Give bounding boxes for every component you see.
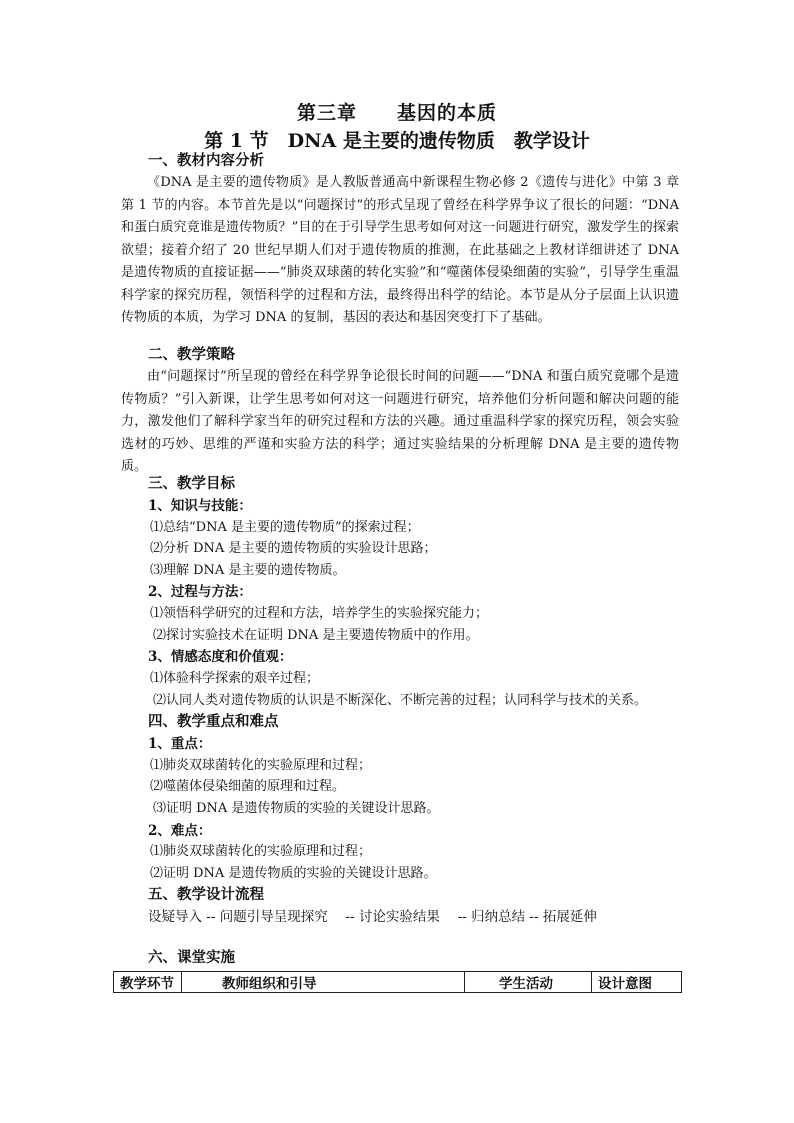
chapter-title: 第三章 基因的本质 <box>296 102 497 124</box>
list-item: ⑶证明 DNA 是遗传物质的实验的关键设计思路。 <box>153 801 440 816</box>
list-item: ⑴领悟科学研究的过程和方法，培养学生的实验探究能力； <box>150 606 489 621</box>
list-item: ⑶理解 DNA 是主要的遗传物质。 <box>150 563 346 578</box>
list-item: ⑵认同人类对遗传物质的认识是不断深化、不断完善的过程；认同科学与技术的关系。 <box>153 693 648 708</box>
col-header-stage: 教学环节 <box>114 972 182 993</box>
heading-design-flow: 五、教学设计流程 <box>148 886 264 903</box>
heading-textbook-analysis: 一、教材内容分析 <box>148 152 264 169</box>
heading-teaching-strategy: 二、教学策略 <box>148 346 235 363</box>
heading-key-points: 四、教学重点和难点 <box>148 713 279 730</box>
lesson-plan-table <box>113 971 682 993</box>
list-item: ⑴总结“DNA 是主要的遗传物质”的探索过程； <box>150 520 420 535</box>
key-points-title: 1、重点： <box>148 736 212 752</box>
goal-group-process: 2、过程与方法： <box>148 584 252 600</box>
section-title: 第 1 节 DNA 是主要的遗传物质 教学设计 <box>204 130 590 152</box>
col-header-design-intent: 设计意图 <box>592 972 682 993</box>
col-header-student-activity: 学生活动 <box>465 972 592 993</box>
list-item: ⑵探讨实验技术在证明 DNA 是主要遗传物质中的作用。 <box>153 628 479 643</box>
difficult-points-title: 2、难点： <box>148 823 212 839</box>
list-item: ⑴肺炎双球菌转化的实验原理和过程； <box>150 758 372 773</box>
paragraph-textbook-analysis: 《DNA 是主要的遗传物质》是人教版普通高中新课程生物必修 2《遗传与进化》中第 3 章第 1 节的内容。本节首先是以“问题探讨”的形式呈现了曾经在科学界争议了很长的问题：“DNA 和蛋白质究竟谁是遗传物质？”目的在于引导学生思考如何对这一问题进行研究，激发学生的探索欲望；接着介绍了 20 世纪早期人们对于遗传物质的推测，在此基础之上教材详细讲述了 DNA 是遗传物质的直接证据——“肺炎双球菌的转化实验”和“噬菌体侵染细菌的实验”，引导学生重温科学家的探究历程，领悟科学的过程和方法，最终得出科学的结论。本节是从分子层面上认识遗传物质的本质，为学习 DNA 的复制，基因的表达和基因突变打下了基础。 <box>121 175 679 325</box>
goal-group-knowledge: 1、知识与技能： <box>148 498 252 514</box>
list-item: ⑴体验科学探索的艰辛过程； <box>150 671 320 686</box>
list-item: ⑵证明 DNA 是遗传物质的实验的关键设计思路。 <box>150 866 437 881</box>
list-item: ⑴肺炎双球菌转化的实验原理和过程； <box>150 844 372 859</box>
paragraph-teaching-strategy: 由“问题探讨”所呈现的曾经在科学界争论很长时间的问题——“DNA 和蛋白质究竟哪个是遗传物质？”引入新课，让学生思考如何对这一问题进行研究，培养他们分析问题和解决问题的能力，激发他们了解科学家当年的研究过程和方法的兴趣。通过重温科学家的探究历程，领会实验选材的巧妙、思维的严谨和实验方法的科学；通过实验结果的分析理解 DNA 是主要的遗传物质。 <box>121 369 679 474</box>
heading-classroom-implementation: 六、课堂实施 <box>148 949 235 966</box>
col-header-teacher-guidance: 教师组织和引导 <box>182 972 465 993</box>
table-header-row <box>114 972 682 993</box>
list-item: ⑵分析 DNA 是主要的遗传物质的实验设计思路； <box>150 541 437 556</box>
heading-teaching-goals: 三、教学目标 <box>148 475 235 492</box>
list-item: ⑵噬菌体侵染细菌的原理和过程。 <box>150 779 346 794</box>
design-flow-text: 设疑导入 -- 问题引导呈现探究 -- 讨论实验结果 -- 归纳总结 -- 拓展延伸 <box>148 909 597 925</box>
goal-group-attitude: 3、情感态度和价值观： <box>148 649 293 665</box>
